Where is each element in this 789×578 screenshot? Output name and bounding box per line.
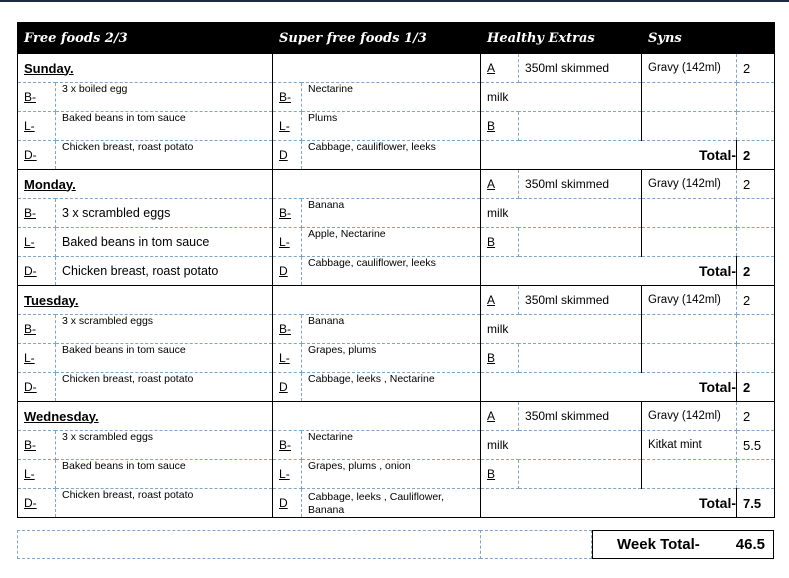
day-name: Wednesday. (18, 402, 273, 431)
syn-item: Gravy (142ml) (642, 54, 737, 83)
empty-cell (273, 402, 481, 431)
super-food: Grapes, plums (302, 344, 481, 373)
super-food: Grapes, plums , onion (302, 460, 481, 489)
syn-item: Kitkat mint (642, 431, 737, 460)
meal-row (18, 373, 775, 402)
empty-cell (273, 54, 481, 83)
meal-food: Chicken breast, roast potato (56, 257, 273, 286)
extra-b-label: B (481, 112, 519, 141)
meal-food: 3 x scrambled eggs (56, 431, 273, 460)
super-food: Nectarine (302, 83, 481, 112)
extra-a-value: 350ml skimmed (519, 170, 642, 199)
syn-value: 5.5 (737, 431, 775, 460)
super-label: D (273, 373, 302, 402)
day-row (18, 402, 775, 431)
day-total-label: Total- (481, 373, 737, 402)
week-total-row (17, 530, 774, 559)
syn-item: Gravy (142ml) (642, 170, 737, 199)
syn-value (737, 199, 775, 228)
extra-a-continued: milk (481, 431, 642, 460)
week-total-label: Week Total- (617, 536, 700, 553)
meal-food: 3 x boiled egg (56, 83, 273, 112)
syn-value (737, 315, 775, 344)
super-food: Apple, Nectarine (302, 228, 481, 257)
day-total-value: 2 (737, 141, 775, 170)
extra-b-value (519, 460, 642, 489)
super-label: B- (273, 431, 302, 460)
extra-b-label: B (481, 344, 519, 373)
meal-row (18, 257, 775, 286)
day-name: Monday. (18, 170, 273, 199)
meal-label: B- (18, 315, 56, 344)
extra-a-continued: milk (481, 315, 642, 344)
extra-b-value (519, 112, 642, 141)
meal-label: L- (18, 228, 56, 257)
extra-a-value: 350ml skimmed (519, 54, 642, 83)
super-label: D (273, 141, 302, 170)
super-label: D (273, 489, 302, 518)
extra-b-label: B (481, 228, 519, 257)
extra-a-value: 350ml skimmed (519, 402, 642, 431)
week-total-value: 46.5 (735, 536, 765, 553)
syn-item (642, 315, 737, 344)
extra-b-value (519, 344, 642, 373)
meal-food: Chicken breast, roast potato (56, 373, 273, 402)
extra-a-label: A (481, 54, 519, 83)
meal-label: D- (18, 489, 56, 518)
week-total-box (592, 530, 774, 559)
meal-label: L- (18, 112, 56, 141)
meal-row (18, 112, 775, 141)
meal-label: B- (18, 199, 56, 228)
super-food: Cabbage, cauliflower, leeks (302, 141, 481, 170)
syn-item (642, 199, 737, 228)
syn-item (642, 112, 737, 141)
meal-label: D- (18, 141, 56, 170)
day-row (18, 170, 775, 199)
empty-cell (273, 286, 481, 315)
meal-label: B- (18, 83, 56, 112)
week-row-empty-cell (17, 530, 481, 559)
meal-label: B- (18, 431, 56, 460)
meal-row (18, 141, 775, 170)
day-total-label: Total- (481, 141, 737, 170)
meal-food: Baked beans in tom sauce (56, 344, 273, 373)
meal-label: D- (18, 257, 56, 286)
meal-row (18, 83, 775, 112)
header-free-foods: Free foods 2/3 (18, 23, 273, 54)
meal-label: L- (18, 344, 56, 373)
day-total-value: 2 (737, 373, 775, 402)
super-label: D (273, 257, 302, 286)
extra-a-continued: milk (481, 83, 642, 112)
meal-food: Chicken breast, roast potato (56, 489, 273, 518)
extra-a-value: 350ml skimmed (519, 286, 642, 315)
meal-food: Chicken breast, roast potato (56, 141, 273, 170)
super-label: B- (273, 315, 302, 344)
syn-value (737, 344, 775, 373)
syn-value: 2 (737, 54, 775, 83)
day-total-label: Total- (481, 489, 737, 518)
day-total-value: 2 (737, 257, 775, 286)
extra-a-continued: milk (481, 199, 642, 228)
super-label: B- (273, 83, 302, 112)
top-border-line (0, 0, 789, 2)
extra-a-label: A (481, 402, 519, 431)
meal-row (18, 228, 775, 257)
syn-value (737, 83, 775, 112)
meal-food: Baked beans in tom sauce (56, 228, 273, 257)
syn-value: 2 (737, 286, 775, 315)
meal-row (18, 344, 775, 373)
meal-row (18, 431, 775, 460)
week-row-empty-cell (480, 530, 592, 559)
header-healthy-extras: Healthy Extras (481, 23, 642, 54)
day-total-value: 7.5 (737, 489, 775, 518)
super-food: Nectarine (302, 431, 481, 460)
day-row (18, 286, 775, 315)
syn-item (642, 344, 737, 373)
day-name: Sunday. (18, 54, 273, 83)
super-label: L- (273, 344, 302, 373)
syn-item (642, 83, 737, 112)
meal-row (18, 460, 775, 489)
extra-a-label: A (481, 286, 519, 315)
syn-item: Gravy (142ml) (642, 402, 737, 431)
day-total-label: Total- (481, 257, 737, 286)
super-food: Banana (302, 315, 481, 344)
extra-b-label: B (481, 460, 519, 489)
meal-label: L- (18, 460, 56, 489)
header-row (18, 23, 775, 54)
meal-row (18, 489, 775, 518)
header-syns: Syns (642, 23, 775, 54)
extra-b-value (519, 228, 642, 257)
empty-cell (273, 170, 481, 199)
syn-value (737, 460, 775, 489)
meal-food: Baked beans in tom sauce (56, 112, 273, 141)
header-super-free-foods: Super free foods 1/3 (273, 23, 481, 54)
syn-item (642, 460, 737, 489)
meal-row (18, 199, 775, 228)
super-food: Cabbage, leeks , Nectarine (302, 373, 481, 402)
syn-item: Gravy (142ml) (642, 286, 737, 315)
super-label: L- (273, 112, 302, 141)
day-row (18, 54, 775, 83)
super-label: L- (273, 460, 302, 489)
super-food: Banana (302, 199, 481, 228)
syn-item (642, 228, 737, 257)
super-food: Cabbage, cauliflower, leeks (302, 257, 481, 286)
meal-row (18, 315, 775, 344)
syn-value (737, 112, 775, 141)
syn-value (737, 228, 775, 257)
meal-food: 3 x scrambled eggs (56, 315, 273, 344)
super-label: L- (273, 228, 302, 257)
meal-food: 3 x scrambled eggs (56, 199, 273, 228)
syn-value: 2 (737, 170, 775, 199)
meal-food: Baked beans in tom sauce (56, 460, 273, 489)
day-name: Tuesday. (18, 286, 273, 315)
planner-body (18, 54, 775, 518)
meal-label: D- (18, 373, 56, 402)
syn-value: 2 (737, 402, 775, 431)
super-label: B- (273, 199, 302, 228)
super-food: Plums (302, 112, 481, 141)
meal-planner-table (17, 22, 775, 518)
super-food: Cabbage, leeks , Cauliflower, Banana (302, 489, 481, 518)
extra-a-label: A (481, 170, 519, 199)
